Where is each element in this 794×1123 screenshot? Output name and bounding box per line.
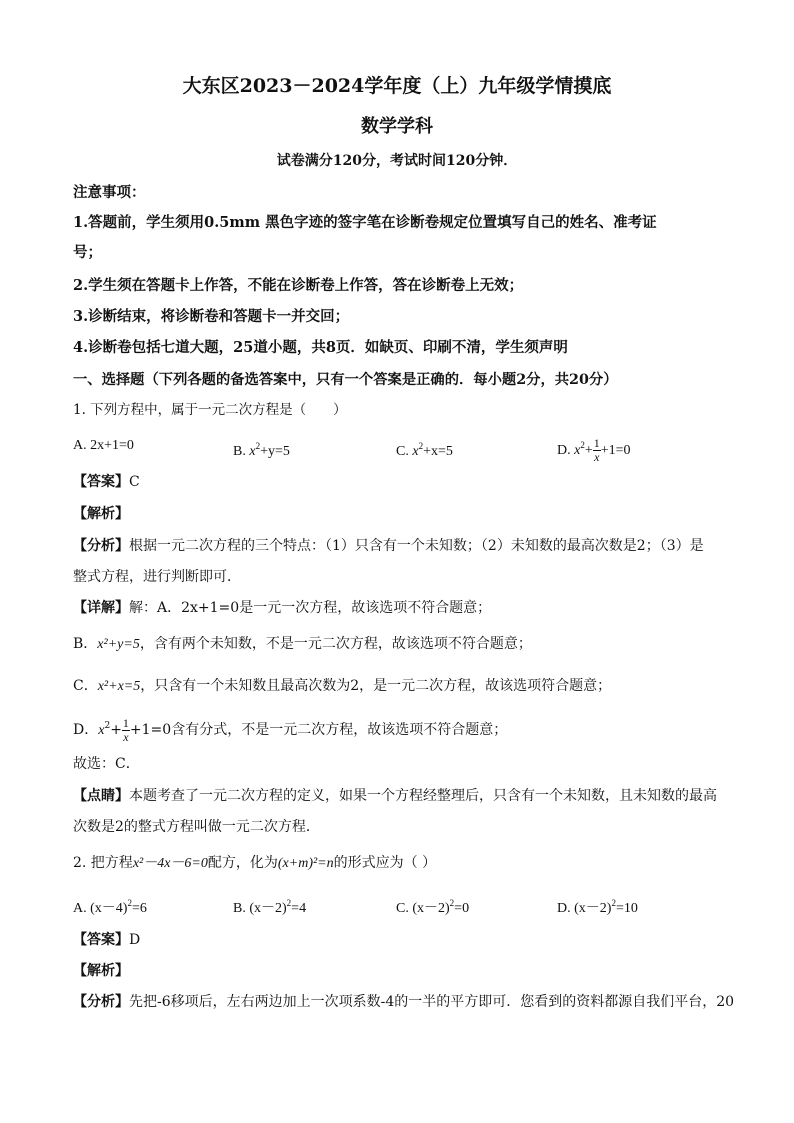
q1-choice: 故选：C． [73,756,140,772]
q1-option-b: B. $x^2+y=5$ [233,441,290,459]
q1-comment-cont: 次数是2的整式方程叫做一元二次方程． [73,819,320,835]
section-heading: 一、选择题（下列各题的备选答案中，只有一个答案是正确的．每小题2分，共20分） [73,372,618,388]
q1-analysis: 【分析】根据一元二次方程的三个特点：（1）只含有一个未知数；（2）未知数的最高次数是2；（3）是 [73,538,704,554]
q2-analysis-tag: 【解析】 [73,963,129,979]
q1-detail-d: D．$x^2+$ $\frac{1}{x}$ +1=0含有分式，不是一元二次方程，故该选项不符合题意； [73,715,508,744]
q1-stem: 1. 下列方程中，属于一元二次方程是（ ） [73,402,347,418]
q1-option-d: D. $x^2+$ $\frac{1}{x}$ +1=0 [557,436,631,465]
fraction: $\frac{1}{x}$ [122,715,129,744]
notice-item-1: 1.答题前，学生须用0.5mm 黑色字迹的签字笔在诊断卷规定位置填写自己的姓名、准考证 [73,214,657,231]
exam-title: 大东区2023－2024学年度（上）九年级学情摸底 [182,75,612,97]
q2-option-d: D. $(x-2)^2=10$ [557,898,638,916]
q2-option-a: A. $(x-4)^2=6$ [73,898,147,916]
subject-title: 数学学科 [361,116,433,137]
q1-option-a: A. 2x+1=0 [73,438,134,453]
q2-answer: 【答案】D [73,932,141,948]
q1-option-c: C. $x^2+x=5$ [396,441,453,459]
q2-stem: 2. 把方程x²－4x－6=0配方，化为(x+m)²=n的形式应为（ ） [73,855,437,871]
notice-heading: 注意事项： [73,184,146,201]
q1-detail-b: B．x²+y=5，含有两个未知数，不是一元二次方程，故该选项不符合题意； [73,636,532,652]
notice-item-3: 3.诊断结束，将诊断卷和答题卡一并交回； [73,308,350,325]
exam-info: 试卷满分120分，考试时间120分钟． [276,153,518,169]
q2-option-c: C. $(x-2)^2=0$ [396,898,470,916]
q2-analysis: 【分析】先把-6移项后，左右两边加上一次项系数-4的一半的平方即可．您看到的资料都源自我们平台，20 [73,994,735,1010]
notice-item-2: 2.学生须在答题卡上作答，不能在诊断卷上作答，答在诊断卷上无效； [73,277,524,294]
notice-item-1-cont: 号； [73,244,102,261]
q1-comment: 【点睛】本题考查了一元二次方程的定义，如果一个方程经整理后，只含有一个未知数，且未知数的最高 [73,788,717,804]
q2-option-b: B. $(x-2)^2=4$ [233,898,307,916]
q1-analysis-tag: 【解析】 [73,506,129,522]
q1-answer: 【答案】C [73,474,140,490]
notice-item-4: 4.诊断卷包括七道大题，25道小题，共8页．如缺页、印刷不清，学生须声明 [73,339,568,356]
q1-detail-c: C．x²+x=5，只含有一个未知数且最高次数为2，是一元二次方程，故该选项符合题意； [73,678,612,694]
q1-analysis-cont: 整式方程，进行判断即可． [73,569,241,585]
q1-detail-a: 【详解】解：A．2x+1=0是一元一次方程，故该选项不符合题意； [73,600,492,616]
fraction: $\frac{1}{x}$ [593,436,600,465]
